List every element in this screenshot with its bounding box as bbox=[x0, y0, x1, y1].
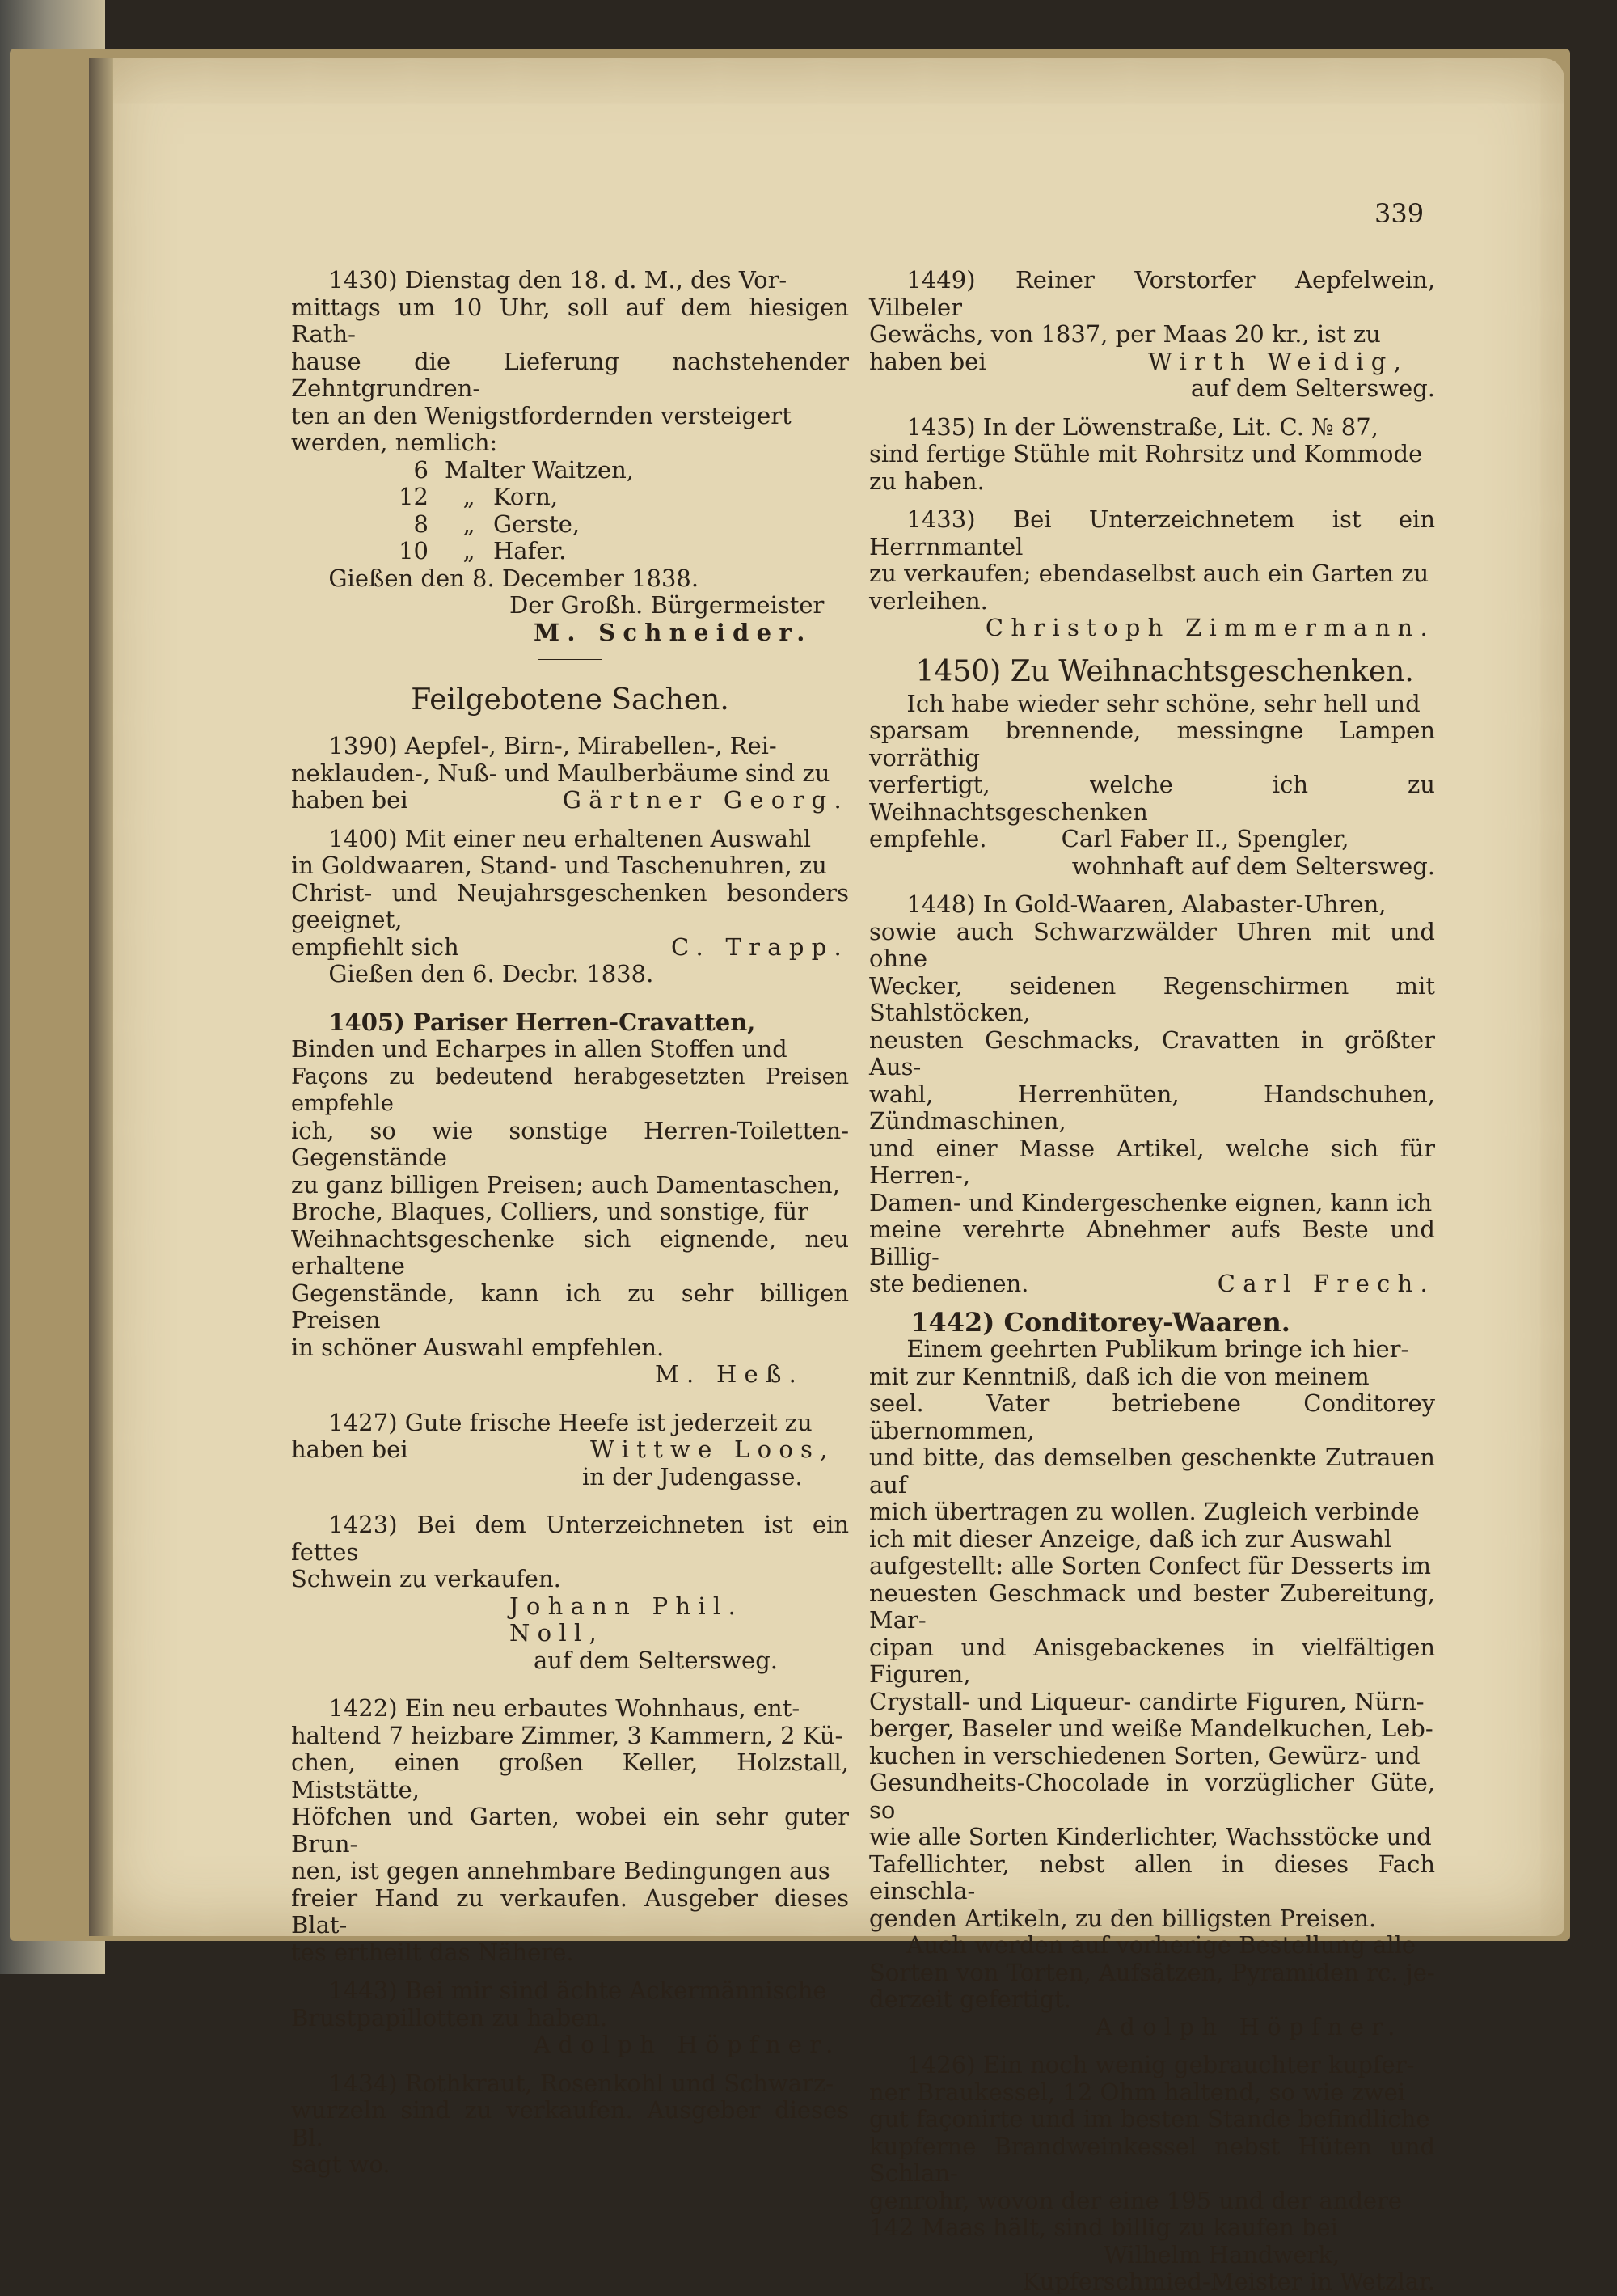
notice-line: ner Braukessel, 12 Ohm haltend, so wie zwei bbox=[869, 2078, 1406, 2106]
notice-line: zu verkaufen; ebendaselbst auch ein Garten zu bbox=[869, 560, 1429, 587]
notice-signature: Wirth Weidig, bbox=[1148, 347, 1409, 375]
notice-line: sparsam brennende, messingne Lampen vorräthig bbox=[869, 717, 1435, 772]
notice-line: 1423) Bei dem Unterzeichneten ist ein fettes bbox=[291, 1511, 849, 1566]
notice-line: ten an den Wenigstfordernden versteigert bbox=[291, 401, 792, 429]
notice-line: haben bei bbox=[869, 347, 986, 375]
notice-1450 bbox=[869, 653, 1435, 881]
notice-line: gut façonirte und im besten Stande befindliche bbox=[869, 2105, 1430, 2133]
notice-signature: C. Trapp. bbox=[671, 932, 849, 961]
notice-line: sowie auch Schwarzwälder Uhren mit und ohne bbox=[869, 917, 1435, 972]
notice-line: seel. Vater betriebene Conditorey übernommen, bbox=[869, 1389, 1435, 1444]
notice-signature: Wittwe Loos, bbox=[590, 1436, 835, 1463]
notice-line: nen, ist gegen annehmbare Bedingungen aus bbox=[291, 1857, 830, 1884]
notice-line: 1422) Ein neu erbautes Wohnhaus, ent- bbox=[328, 1694, 800, 1722]
notice-line: Gesundheits-Chocolade in vorzüglicher Güte, so bbox=[869, 1769, 1435, 1824]
right-column bbox=[869, 267, 1435, 2296]
notice-line: kupferne Brandweinkessel nebst Hüten und Schlan- bbox=[869, 2132, 1435, 2187]
notice-line: sind fertige Stühle mit Rohrsitz und Kommode bbox=[869, 440, 1423, 467]
notice-place: auf dem Seltersweg. bbox=[1191, 374, 1435, 402]
notice-line: Gegenstände, kann ich zu sehr billigen Preisen bbox=[291, 1279, 849, 1334]
notice-line: 1443) Bei mir sind ächte Ackermännische bbox=[328, 1977, 827, 2004]
notice-line: wahl, Herrenhüten, Handschuhen, Zündmaschinen, bbox=[869, 1080, 1435, 1135]
notice-line: berger, Baseler und weiße Mandelkuchen, Leb- bbox=[869, 1715, 1433, 1742]
notice-line: tes ertheilt das Nähere. bbox=[291, 1938, 574, 1966]
notice-line: genden Artikeln, zu den billigsten Preisen. bbox=[869, 1904, 1377, 1932]
notice-line: 142 Maas hält, sind billig zu kaufen bei bbox=[869, 2214, 1338, 2241]
notice-1422 bbox=[291, 1695, 849, 1966]
notice-signature: Adolph Höpfner. bbox=[1096, 2012, 1403, 2040]
notice-line: mittags um 10 Uhr, soll auf dem hiesigen Rath- bbox=[291, 293, 849, 348]
notice-line: werden, nemlich: bbox=[291, 429, 498, 456]
notice-line: meine verehrte Abnehmer aufs Beste und Billig- bbox=[869, 1216, 1435, 1271]
notice-date: Gießen den 8. December 1838. bbox=[328, 564, 699, 592]
notice-line: haltend 7 heizbare Zimmer, 3 Kammern, 2 Kü- bbox=[291, 1721, 843, 1749]
quantity-item: 10 „ Hafer. bbox=[399, 537, 567, 564]
notice-line: in Goldwaaren, Stand- und Taschenuhren, zu bbox=[291, 852, 827, 879]
notice-line: Sorten von Torten, Aufsätzen, Pyramiden rc. je- bbox=[869, 1958, 1435, 1986]
notice-line: mich übertragen zu wollen. Zugleich verbinde bbox=[869, 1498, 1420, 1525]
notice-line: Gewächs, von 1837, per Maas 20 kr., ist zu bbox=[869, 320, 1381, 348]
notice-signature: Carl Frech. bbox=[1217, 1270, 1435, 1297]
notice-1449 bbox=[869, 267, 1435, 403]
notice-line: ste bedienen. bbox=[869, 1270, 1029, 1297]
notice-line: haben bei bbox=[291, 1436, 408, 1463]
notice-line: wie alle Sorten Kinderlichter, Wachsstöcke und bbox=[869, 1823, 1432, 1850]
notice-line: Wecker, seidenen Regenschirmen mit Stahlstöcken, bbox=[869, 971, 1435, 1026]
notice-1427 bbox=[291, 1410, 849, 1491]
notice-line: freier Hand zu verkaufen. Ausgeber dieses Blat- bbox=[291, 1884, 849, 1939]
section-divider bbox=[538, 658, 602, 660]
notice-1435 bbox=[869, 414, 1435, 496]
notice-line: neklauden-, Nuß- und Maulberbäume sind zu bbox=[291, 759, 830, 787]
notice-signature: Christoph Zimmermann. bbox=[985, 614, 1435, 641]
notice-line: und einer Masse Artikel, welche sich für Herren-, bbox=[869, 1134, 1435, 1189]
notice-line: 1449) Reiner Vorstorfer Aepfelwein, Vilbeler bbox=[869, 266, 1435, 321]
notice-line: Auch werden auf vorherige Bestellung alle bbox=[906, 1931, 1416, 1959]
notice-line: hause die Lieferung nachstehender Zehntgrundren- bbox=[291, 347, 849, 402]
notice-line: Tafellichter, nebst allen in dieses Fach einschla- bbox=[869, 1850, 1435, 1905]
notice-line: chen, einen großen Keller, Holzstall, Miststätte, bbox=[291, 1748, 849, 1803]
left-column bbox=[291, 267, 849, 2179]
notice-line: 1435) In der Löwenstraße, Lit. C. № 87, bbox=[906, 412, 1378, 441]
notice-line: Christ- und Neujahrsgeschenken besonders geeignet, bbox=[291, 878, 849, 933]
notice-line: empfiehlt sich bbox=[291, 932, 459, 961]
notice-line: 1400) Mit einer neu erhaltenen Auswahl bbox=[328, 824, 812, 852]
page-number: 339 bbox=[1374, 198, 1425, 229]
notice-line: neusten Geschmacks, Cravatten in größter Aus- bbox=[869, 1025, 1435, 1080]
notice-title: 1442) Conditorey-Waaren. bbox=[910, 1306, 1290, 1338]
section-heading: Feilgebotene Sachen. bbox=[411, 683, 729, 717]
notice-1423 bbox=[291, 1512, 849, 1674]
notice-line: verleihen. bbox=[869, 586, 988, 615]
notice-1443 bbox=[291, 1977, 849, 2059]
notice-line: und bitte, das demselben geschenkte Zutrauen auf bbox=[869, 1444, 1435, 1499]
notice-title: 1450) Zu Weihnachtsgeschenken. bbox=[915, 654, 1414, 688]
notice-date: Gießen den 6. Decbr. 1838. bbox=[328, 960, 654, 987]
notice-1400 bbox=[291, 826, 849, 988]
notice-line: neuesten Geschmack und bester Zubereitung, Mar- bbox=[869, 1579, 1435, 1634]
notice-signature: Gärtner Georg. bbox=[562, 786, 849, 814]
quantity-item: 8 „ Gerste, bbox=[413, 510, 581, 538]
notice-place: auf dem Seltersweg. bbox=[534, 1646, 778, 1674]
notice-line: 1448) In Gold-Waaren, Alabaster-Uhren, bbox=[906, 890, 1387, 918]
notice-place: in der Judengasse. bbox=[582, 1462, 803, 1490]
notice-place: wohnhaft auf dem Seltersweg. bbox=[1071, 852, 1435, 880]
notice-line: zu haben. bbox=[869, 467, 985, 495]
notice-place: Kupferschmied-Meister in Wetzlar. bbox=[1022, 2268, 1435, 2295]
notice-1434 bbox=[291, 2070, 849, 2179]
notice-line: empfehle. Carl Faber II., Spengler, bbox=[869, 825, 1349, 852]
notice-line: cipan und Anisgebackenes in vielfältigen Figuren, bbox=[869, 1633, 1435, 1688]
notice-line: Schwein zu verkaufen. bbox=[291, 1565, 561, 1592]
notice-line: Ich habe wieder sehr schöne, sehr hell und bbox=[906, 689, 1421, 717]
notice-line: Crystall- und Liqueur- candirte Figuren, Nürn- bbox=[869, 1687, 1425, 1715]
notice-signature: Adolph Höpfner. bbox=[534, 2031, 841, 2058]
notice-line: Weihnachtsgeschenke sich eignende, neu erhaltene bbox=[291, 1224, 849, 1279]
notice-line: Einem geehrten Publikum bringe ich hier- bbox=[906, 1335, 1409, 1363]
quantity-item: 6 Malter Waitzen, bbox=[413, 455, 634, 484]
quantity-list bbox=[291, 457, 849, 565]
notice-line: haben bei bbox=[291, 786, 408, 814]
notice-line: Damen- und Kindergeschenke eignen, kann ich bbox=[869, 1188, 1433, 1216]
notice-line: ich, so wie sonstige Herren-Toiletten-Gegenstände bbox=[291, 1116, 849, 1171]
notice-line: sagt wo. bbox=[291, 2150, 391, 2178]
notice-1433 bbox=[869, 506, 1435, 642]
notice-signature: M. Schneider. bbox=[534, 618, 813, 646]
quantity-item: 12 „ Korn, bbox=[399, 483, 559, 510]
notice-line: aufgestellt: alle Sorten Confect für Desserts im bbox=[869, 1552, 1431, 1579]
notice-1405 bbox=[291, 1009, 849, 1389]
notice-line: 1434) Rothkraut, Rosenkohl und Schwarz- bbox=[328, 2069, 834, 2097]
notice-line: genrohr, wovon der eine 195 und der andere bbox=[869, 2186, 1403, 2214]
notice-1442 bbox=[869, 1306, 1435, 2041]
notice-line: Façons zu bedeutend herabgesetzten Preisen empfehle bbox=[291, 1063, 849, 1116]
notice-signature: Johann Phil. Noll, bbox=[509, 1592, 743, 1647]
notice-line: kuchen in verschiedenen Sorten, Gewürz- und bbox=[869, 1741, 1421, 1770]
notice-line: Brustpapillotten zu haben. bbox=[291, 2003, 608, 2032]
notice-line: mit zur Kenntniß, daß ich die von meinem bbox=[869, 1362, 1370, 1390]
notice-line: verfertigt, welche ich zu Weihnachtsgeschenken bbox=[869, 771, 1435, 826]
notice-1390 bbox=[291, 733, 849, 814]
notice-line: 1390) Aepfel-, Birn-, Mirabellen-, Rei- bbox=[328, 732, 777, 759]
notice-line: Höfchen und Garten, wobei ein sehr guter Brun- bbox=[291, 1803, 849, 1858]
notice-line: wurzeln sind zu verkaufen. Ausgeber dieses Bl. bbox=[291, 2096, 849, 2151]
notice-line: Binden und Echarpes in allen Stoffen und bbox=[291, 1035, 787, 1063]
notice-line: ich mit dieser Anzeige, daß ich zur Auswahl bbox=[869, 1524, 1392, 1553]
notice-signature: M. Heß. bbox=[655, 1360, 804, 1388]
notice-office: Der Großh. Bürgermeister bbox=[509, 591, 825, 619]
notice-line: Broche, Blaques, Colliers, und sonstige, für bbox=[291, 1198, 808, 1225]
page-gutter bbox=[89, 58, 113, 1936]
notice-signature: Wilhelm Handwerk, bbox=[1104, 2240, 1340, 2269]
notice-1430 bbox=[291, 267, 849, 646]
notice-line: zu ganz billigen Preisen; auch Damentaschen, bbox=[291, 1170, 840, 1199]
notice-line: in schöner Auswahl empfehlen. bbox=[291, 1333, 665, 1361]
notice-line: derzeit gefertigt. bbox=[869, 1985, 1072, 2013]
notice-line: 1405) Pariser Herren-Cravatten, bbox=[328, 1008, 756, 1036]
notice-line: 1427) Gute frische Heefe ist jederzeit zu bbox=[328, 1408, 813, 1436]
notice-line: 1426) Ein noch wenig gebrauchter kupfer- bbox=[906, 2051, 1415, 2078]
notice-1448 bbox=[869, 891, 1435, 1298]
notice-line: 1430) Dienstag den 18. d. M., des Vor- bbox=[328, 266, 787, 294]
notice-line: 1433) Bei Unterzeichnetem ist ein Herrnmantel bbox=[869, 505, 1435, 560]
notice-1426 bbox=[869, 2052, 1435, 2296]
